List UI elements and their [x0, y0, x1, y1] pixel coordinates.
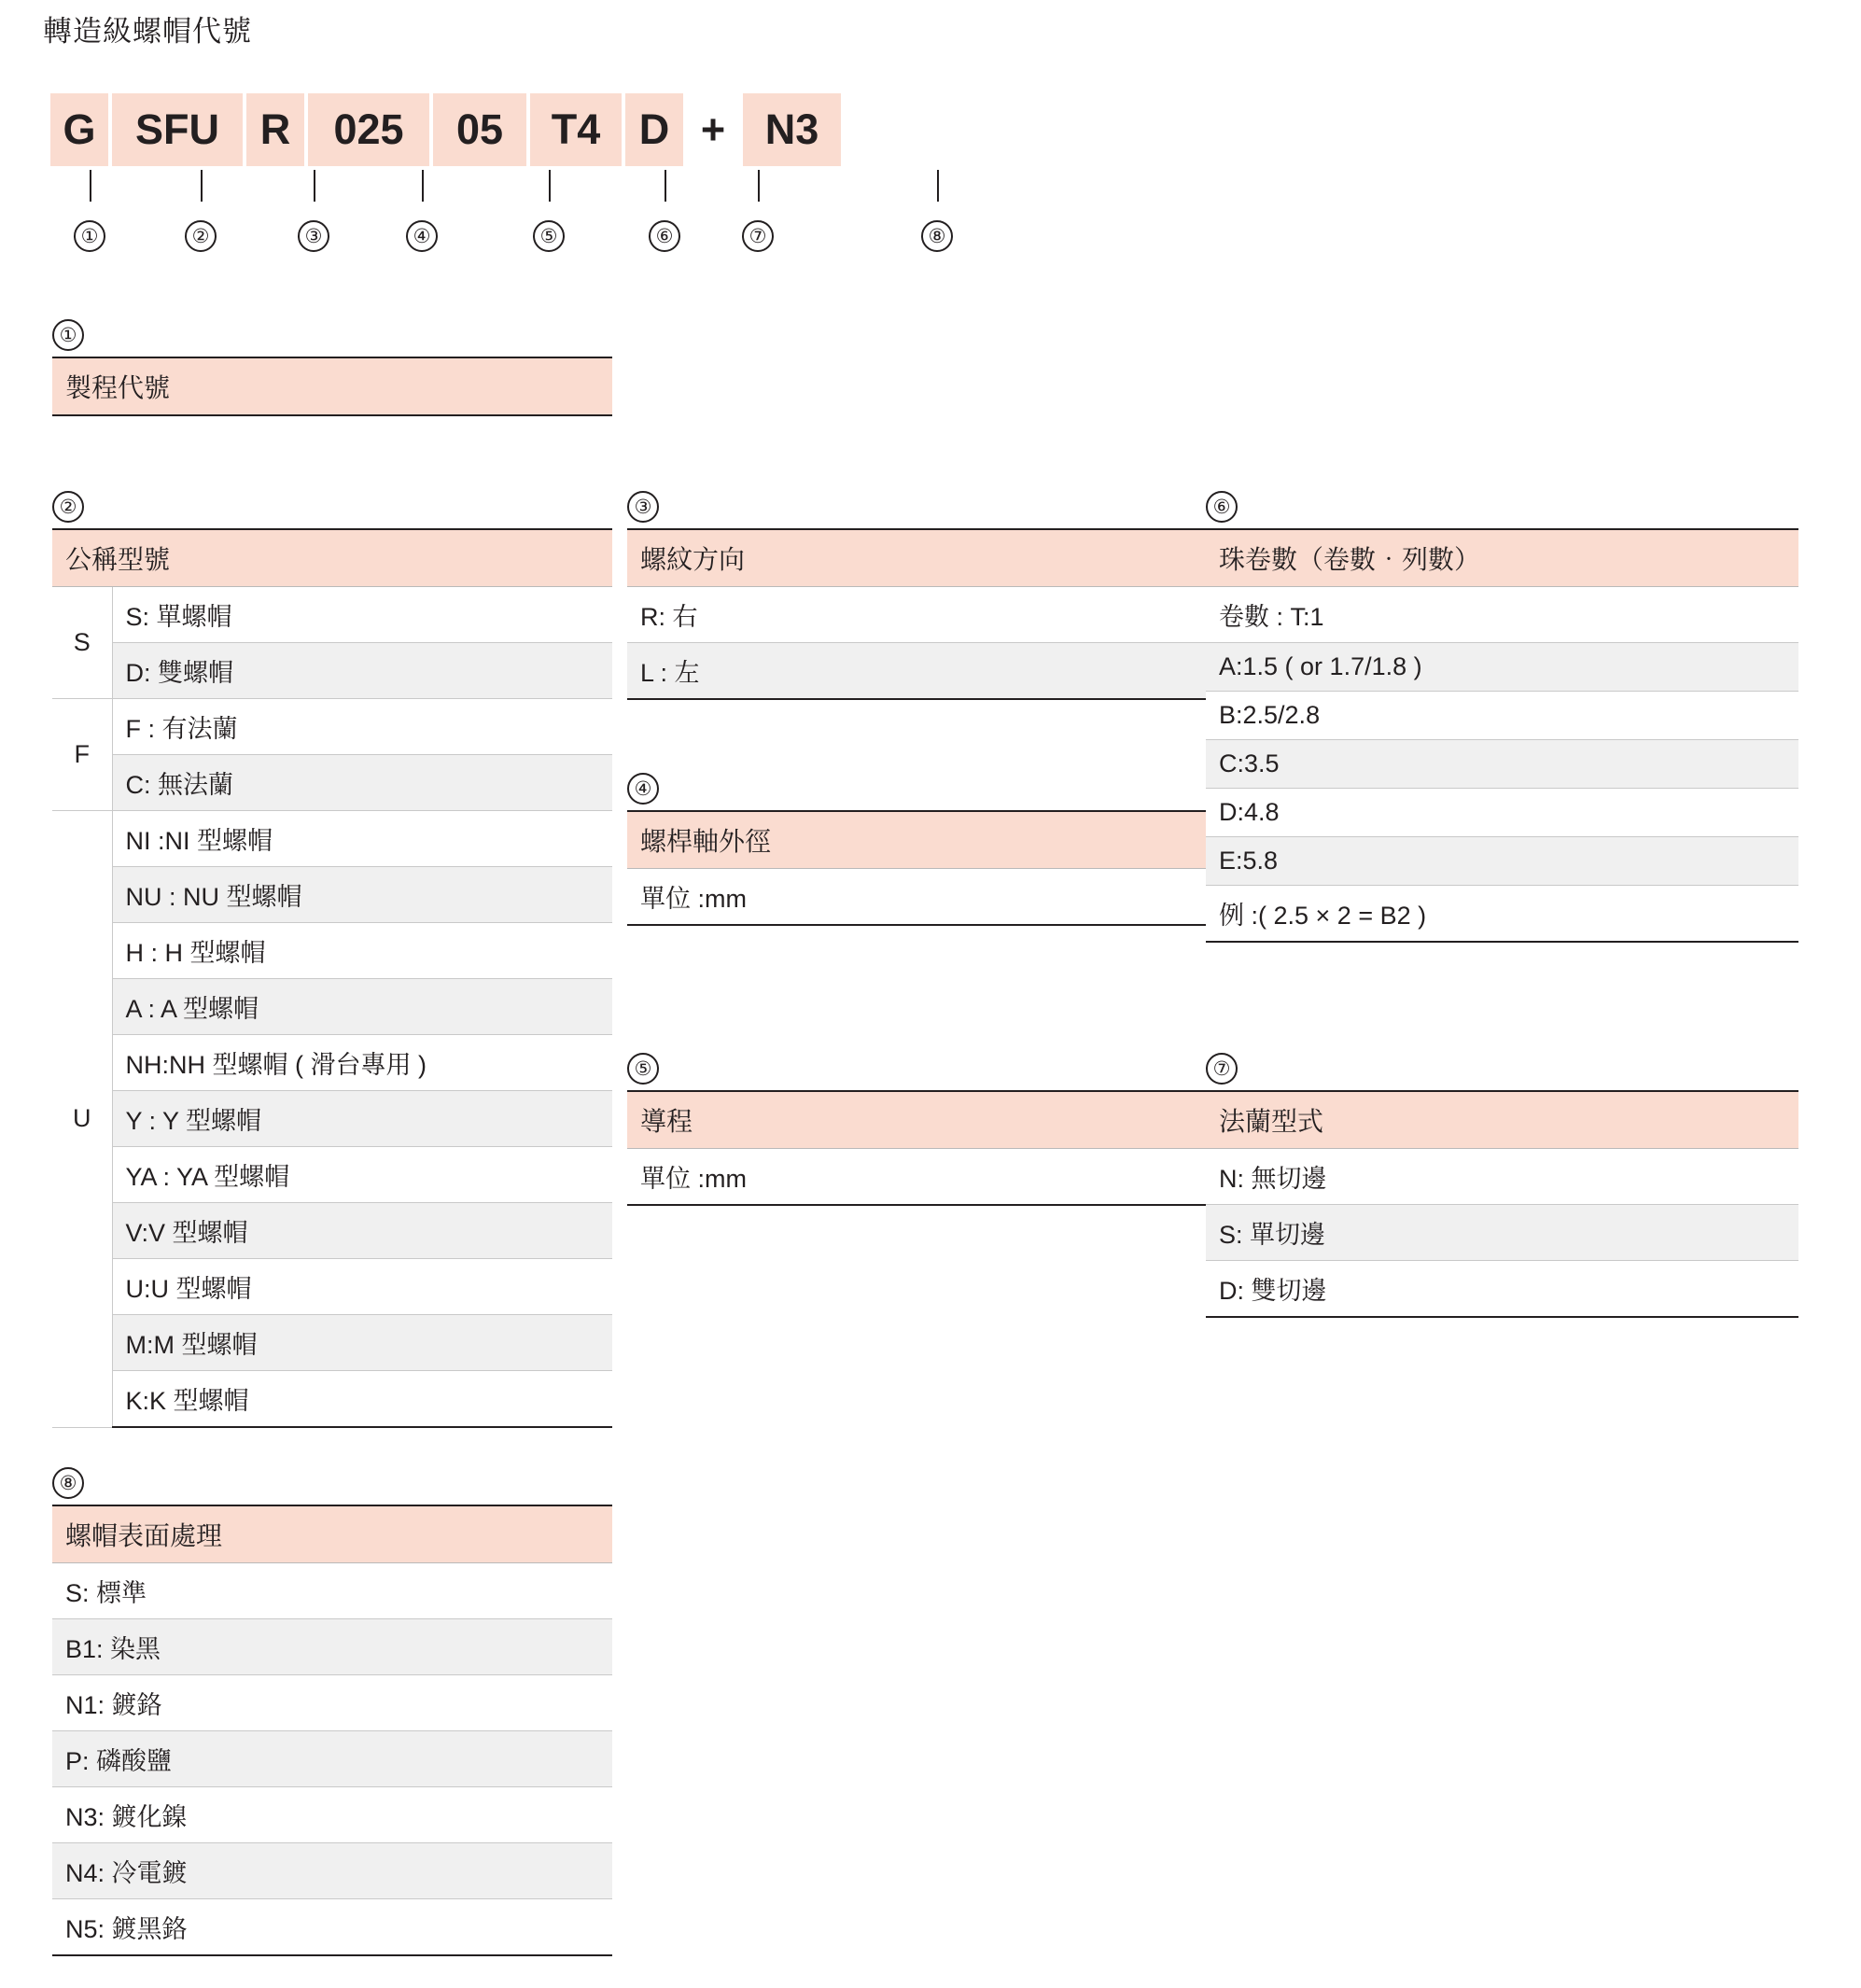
table-row — [52, 1147, 612, 1203]
list-item: N3: 鍍化鎳 — [52, 1787, 612, 1843]
code-part-3: R — [246, 93, 304, 166]
list-item: N: 無切邊 — [1206, 1149, 1798, 1205]
leader-line-3 — [314, 170, 315, 202]
section-6-header: 珠卷數（卷數‧列數） — [1206, 528, 1798, 587]
leader-line-1 — [90, 170, 91, 202]
section-3-number: ③ — [627, 491, 659, 523]
list-item: F : 有法蘭 — [112, 699, 612, 755]
table-row — [52, 755, 612, 811]
code-plus-separator: + — [700, 105, 726, 153]
list-item: N1: 鍍鉻 — [52, 1675, 612, 1731]
code-marker-8: ⑧ — [921, 220, 953, 252]
table-row — [52, 1315, 612, 1371]
section-6-ball-circuits — [1206, 491, 1798, 943]
page-title: 轉造級螺帽代號 — [43, 15, 252, 48]
code-part-1: G — [50, 93, 108, 166]
leader-line-8 — [937, 170, 939, 202]
code-part-5: 05 — [433, 93, 526, 166]
section-4-header: 螺桿軸外徑 — [627, 810, 1206, 869]
code-marker-2: ② — [185, 220, 217, 252]
table-row — [52, 1203, 612, 1259]
list-item: D: 雙螺帽 — [112, 643, 612, 699]
list-item: N4: 冷電鍍 — [52, 1843, 612, 1899]
table-row — [52, 867, 612, 923]
code-part-7: D — [625, 93, 683, 166]
section-5-number: ⑤ — [627, 1053, 659, 1085]
group-key-u: U — [52, 811, 112, 1428]
section-1-header: 製程代號 — [52, 357, 612, 416]
section-4-number: ④ — [627, 773, 659, 805]
section-3-thread-direction — [627, 491, 1206, 700]
section-8-header: 螺帽表面處理 — [52, 1505, 612, 1563]
list-item: S: 單螺帽 — [112, 587, 612, 643]
list-item: U:U 型螺帽 — [112, 1259, 612, 1315]
list-item: D: 雙切邊 — [1206, 1261, 1798, 1318]
leader-line-6 — [665, 170, 666, 202]
section-4-shaft-diameter — [627, 773, 1206, 926]
section-2-table — [52, 587, 612, 1428]
section-7-number: ⑦ — [1206, 1053, 1238, 1085]
section-2-number: ② — [52, 491, 84, 523]
leader-line-7 — [758, 170, 760, 202]
section-1-number: ① — [52, 319, 84, 351]
section-7-header: 法蘭型式 — [1206, 1090, 1798, 1149]
section-7-flange-type — [1206, 1053, 1798, 1318]
product-code-string — [50, 93, 845, 166]
section-8-nut-surface-treatment — [52, 1467, 612, 1956]
table-row — [52, 979, 612, 1035]
leader-line-5 — [549, 170, 551, 202]
list-item: K:K 型螺帽 — [112, 1371, 612, 1428]
list-item: 卷數 : T:1 — [1206, 587, 1798, 643]
code-part-6: T4 — [530, 93, 622, 166]
code-marker-7: ⑦ — [742, 220, 774, 252]
list-item: E:5.8 — [1206, 837, 1798, 886]
list-item: B:2.5/2.8 — [1206, 692, 1798, 740]
section-2-header: 公稱型號 — [52, 528, 612, 587]
leader-line-4 — [422, 170, 424, 202]
group-key-f: F — [52, 699, 112, 811]
section-5-lead — [627, 1053, 1206, 1206]
list-item: L : 左 — [627, 643, 1206, 700]
list-item: 單位 :mm — [627, 869, 1206, 926]
list-item: M:M 型螺帽 — [112, 1315, 612, 1371]
list-item: NU : NU 型螺帽 — [112, 867, 612, 923]
list-item: 單位 :mm — [627, 1149, 1206, 1206]
section-5-header: 導程 — [627, 1090, 1206, 1149]
code-part-8: N3 — [743, 93, 841, 166]
list-item: R: 右 — [627, 587, 1206, 643]
table-row — [52, 1091, 612, 1147]
list-item: D:4.8 — [1206, 789, 1798, 837]
list-item: A : A 型螺帽 — [112, 979, 612, 1035]
list-item: NI :NI 型螺帽 — [112, 811, 612, 867]
table-row — [52, 923, 612, 979]
code-marker-1: ① — [74, 220, 105, 252]
section-1-process-code — [52, 319, 612, 416]
table-row — [52, 811, 612, 867]
section-8-number: ⑧ — [52, 1467, 84, 1499]
table-row — [52, 1035, 612, 1091]
group-key-s: S — [52, 587, 112, 699]
list-item: Y : Y 型螺帽 — [112, 1091, 612, 1147]
table-row — [52, 587, 612, 643]
code-part-2: SFU — [112, 93, 243, 166]
section-3-header: 螺紋方向 — [627, 528, 1206, 587]
code-marker-6: ⑥ — [649, 220, 680, 252]
list-item: N5: 鍍黑鉻 — [52, 1899, 612, 1956]
table-row — [52, 643, 612, 699]
code-part-4: 025 — [308, 93, 429, 166]
table-row — [52, 699, 612, 755]
list-item: A:1.5 ( or 1.7/1.8 ) — [1206, 643, 1798, 692]
list-item: S: 單切邊 — [1206, 1205, 1798, 1261]
list-item: P: 磷酸鹽 — [52, 1731, 612, 1787]
list-item: C:3.5 — [1206, 740, 1798, 789]
code-marker-5: ⑤ — [533, 220, 565, 252]
table-row — [52, 1371, 612, 1428]
section-2-nominal-model — [52, 491, 612, 1428]
list-item: H : H 型螺帽 — [112, 923, 612, 979]
list-item: B1: 染黑 — [52, 1619, 612, 1675]
list-item: 例 :( 2.5 × 2 = B2 ) — [1206, 886, 1798, 943]
leader-line-2 — [201, 170, 203, 202]
list-item: C: 無法蘭 — [112, 755, 612, 811]
list-item: V:V 型螺帽 — [112, 1203, 612, 1259]
table-row — [52, 1259, 612, 1315]
section-6-number: ⑥ — [1206, 491, 1238, 523]
code-marker-3: ③ — [298, 220, 329, 252]
code-marker-4: ④ — [406, 220, 438, 252]
list-item: YA : YA 型螺帽 — [112, 1147, 612, 1203]
list-item: NH:NH 型螺帽 ( 滑台專用 ) — [112, 1035, 612, 1091]
list-item: S: 標準 — [52, 1563, 612, 1619]
